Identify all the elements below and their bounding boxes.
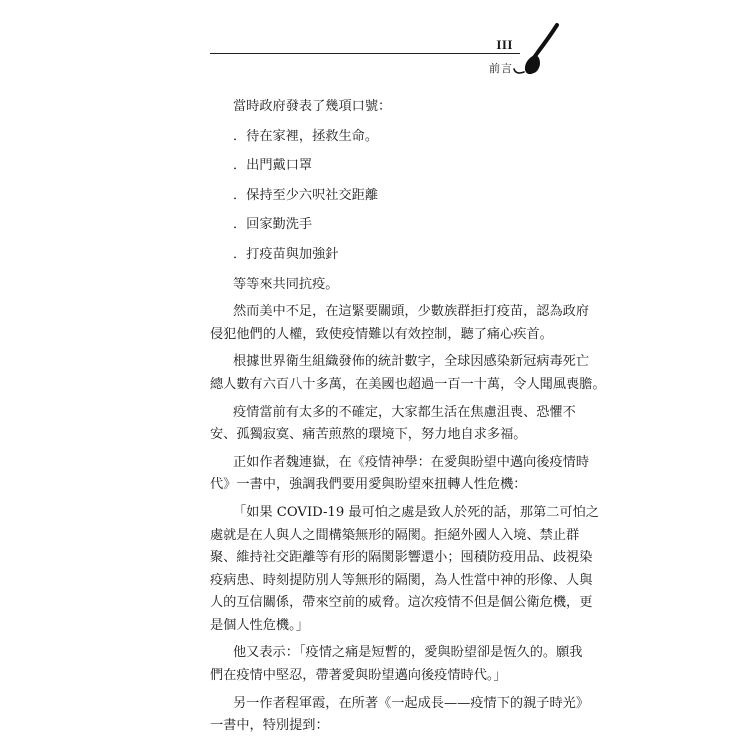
section-title: 前言 — [489, 62, 513, 75]
paragraph-line: 處就是在人與人之間構築無形的隔閡。拒絕外國人入境、禁止群 — [210, 527, 580, 543]
paragraph-line: 聚、維持社交距離等有形的隔閡影響還小；囤積防疫用品、歧視染 — [210, 550, 593, 566]
paragraph-line: 另一作者程軍霞，在所著《一起成長——疫情下的親子時光》 — [233, 695, 590, 711]
quote-paragraph — [210, 502, 599, 638]
body-text — [210, 96, 606, 738]
paragraph-line: 人的互信關係，帶來空前的威脅。這次疫情不但是個公衛危機，更 — [210, 595, 593, 611]
slogan-item: ．打疫苗與加強針 — [233, 246, 339, 262]
paragraph-line: 根據世界衛生組織發佈的統計數字，全球因感染新冠病毒死亡 — [233, 354, 590, 370]
paragraph-line: 正如作者魏連嶽，在《疫情神學：在愛與盼望中邁向後疫情時 — [233, 454, 590, 470]
page-number: III — [496, 37, 513, 52]
paragraph-line: 然而美中不足，在這緊要關頭，少數族群拒打疫苗，認為政府 — [233, 304, 590, 320]
paragraph — [210, 301, 590, 346]
paragraph-line: 總人數有六百八十多萬，在美國也超過一百一十萬，令人聞風喪膽。 — [210, 376, 606, 392]
paragraph — [210, 693, 590, 738]
closing-line: 等等來共同抗疫。 — [233, 276, 339, 292]
paragraph-line: 「如果 COVID-19 最可怕之處是致人於死的話，那第二可怕之 — [233, 504, 599, 520]
paragraph-line: 是個人性危機。」 — [210, 617, 309, 633]
header-rule — [210, 53, 520, 54]
intro-line: 當時政府發表了幾項口號： — [233, 99, 392, 114]
paragraph-line: 他又表示：「疫情之痛是短暫的，愛與盼望卻是恆久的。願我 — [233, 645, 583, 661]
paragraph-line: 安、孤獨寂寞、痛苦煎熬的環境下，努力地自求多福。 — [210, 427, 527, 443]
slogan-item: ．待在家裡，拯救生命。 — [233, 128, 379, 144]
slogan-item: ．出門戴口罩 — [233, 158, 313, 174]
paragraph-line: 疫情當前有太多的不確定，大家都生活在焦慮沮喪、恐懼不 — [233, 404, 576, 420]
paragraph — [210, 351, 606, 396]
calligraphy-brush-icon — [512, 22, 560, 80]
slogan-item: ．保持至少六呎社交距離 — [233, 187, 379, 203]
paragraph-line: 代》一書中，強調我們要用愛與盼望來扭轉人性危機： — [210, 477, 527, 493]
paragraph-line: 們在疫情中堅忍，帶著愛與盼望邁向後疫情時代。」 — [210, 668, 507, 684]
paragraph-line: 疫病患、時刻提防別人等無形的隔閡，為人性當中神的形像、人與 — [210, 572, 593, 588]
paragraph-line: 一書中，特別提到： — [210, 718, 329, 734]
paragraph — [210, 402, 582, 447]
paragraph — [210, 642, 582, 687]
paragraph-line: 侵犯他們的人權，致使疫情難以有效控制，聽了痛心疾首。 — [210, 326, 553, 342]
paragraph — [210, 452, 590, 497]
slogan-item: ．回家勤洗手 — [233, 217, 313, 233]
